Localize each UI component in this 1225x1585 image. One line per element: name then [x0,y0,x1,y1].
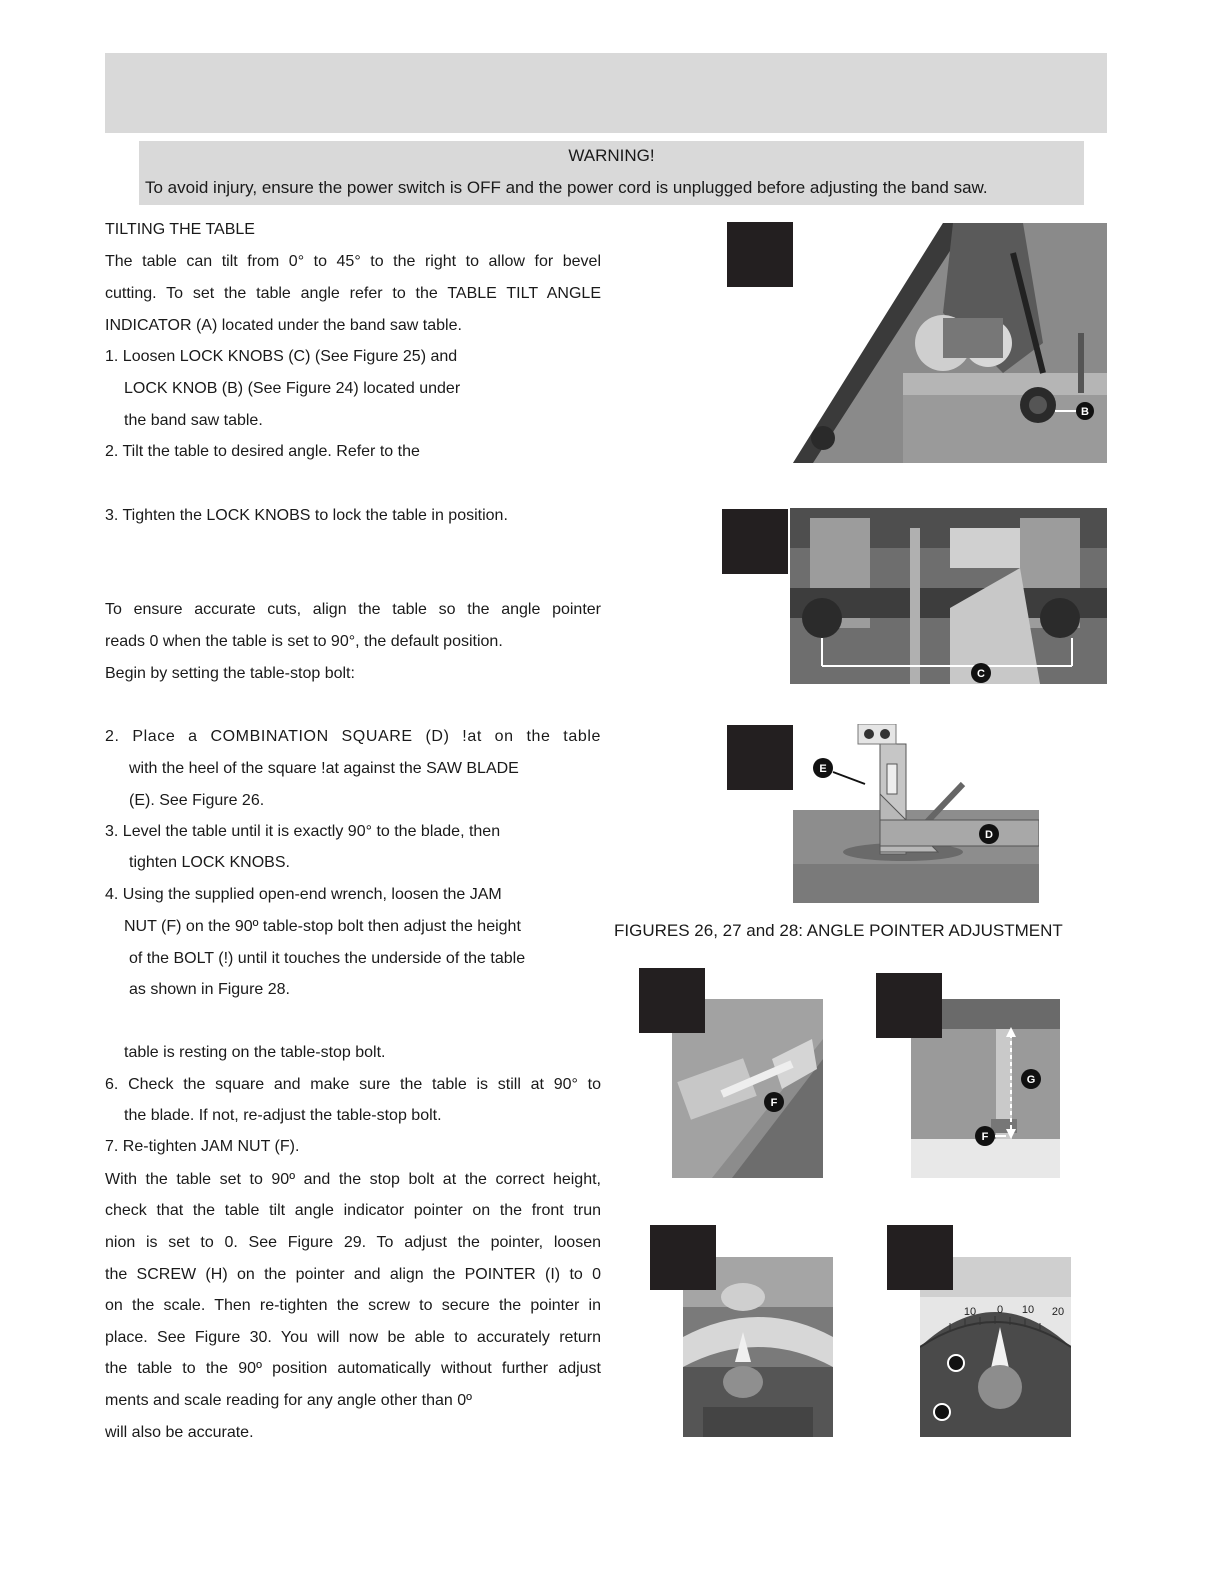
warning-text: To avoid injury, ensure the power switch is OFF and the power cord is unplugged before adjusting the band saw. [145,178,988,197]
label-c: C [977,668,985,680]
para3-line-8: ments and scale reading for any angle other than 0º [105,1392,472,1409]
para3-line-7: the table to the 90º position automatically without further adjust [105,1360,601,1377]
para1-line-2: cutting. To set the table angle refer to the TABLE TILT ANGLE [105,285,601,302]
s6-line-1: 6. Check the square and make sure the table is still at 90° to [105,1076,601,1093]
s4-line-1: 4. Using the supplied open-end wrench, loosen the JAM [105,886,502,903]
s4-line-2: NUT (F) on the 90º table-stop bolt then adjust the height [124,918,521,935]
s2-line-2: with the heel of the square !at against the SAW BLADE [129,760,519,777]
para2-line-2: reads 0 when the table is set to 90°, the default position. [105,633,503,650]
s3-line-1: 3. Level the table until it is exactly 90° to the blade, then [105,823,501,840]
para3-line-4: the SCREW (H) on the pointer and align the POINTER (I) to 0 [105,1266,601,1283]
para3-line-2: check that the table tilt angle indicator pointer on the front trun [105,1202,601,1219]
figure-number-block [639,968,705,1033]
warning-title: WARNING! [568,146,655,165]
warning-box [139,141,1084,205]
para3-line-6: place. See Figure 30. You will now be able to accurately return [105,1329,601,1346]
figure-table-underside [793,223,1107,463]
s6-line-2: the blade. If not, re-adjust the table-stop bolt. [124,1107,442,1124]
dial-tick-4: 20 [1051,1306,1065,1318]
dial-tick-1: 10 [963,1306,977,1318]
figure-number-block [727,222,793,287]
figures-caption: FIGURES 26, 27 and 28: ANGLE POINTER ADJUSTMENT [614,921,1063,940]
figure-number-block [727,725,793,790]
figure-combination-square [793,724,1039,903]
figure-number-block [722,509,788,574]
step1-line-1: 1. Loosen LOCK KNOBS (C) (See Figure 25) and [105,348,458,365]
s2-line-3: (E). See Figure 26. [129,792,265,809]
label-f-2: F [981,1131,989,1143]
para2-line-1: To ensure accurate cuts, align the table so the angle pointer [105,601,601,618]
figure-number-block [887,1225,953,1290]
label-g: G [1026,1074,1036,1086]
header-bar [105,53,1107,133]
s2-line-1: 2. Place a COMBINATION SQUARE (D) !at on the table [105,728,601,745]
s4-line-4: as shown in Figure 28. [129,981,290,998]
figure-number-block [650,1225,716,1290]
para3-line-1: With the table set to 90º and the stop bolt at the correct height, [105,1171,601,1188]
para2-line-3: Begin by setting the table-stop bolt: [105,665,355,682]
figure-lock-knobs [790,508,1107,684]
s3-line-2: tighten LOCK KNOBS. [129,854,290,871]
para3-line-9: will also be accurate. [105,1424,254,1441]
s4-line-3: of the BOLT (!) until it touches the underside of the table [129,950,526,967]
section-heading: TILTING THE TABLE [105,221,255,238]
step2: 2. Tilt the table to desired angle. Refer to the [105,443,420,460]
para3-line-3: nion is set to 0. See Figure 29. To adjust the pointer, loosen [105,1234,601,1251]
dial-tick-3: 10 [1021,1304,1035,1316]
step3: 3. Tighten the LOCK KNOBS to lock the table in position. [105,507,508,524]
s5-tail: table is resting on the table-stop bolt. [124,1044,386,1061]
para1-line-1: The table can tilt from 0° to 45° to the right to allow for bevel [105,253,601,270]
s7: 7. Re-tighten JAM NUT (F). [105,1138,300,1155]
para1-line-3: INDICATOR (A) located under the band saw table. [105,317,462,334]
figure-number-block [876,973,942,1038]
para3-line-5: on the scale. Then re-tighten the screw to secure the pointer in [105,1297,601,1314]
dial-tick-2: 0 [996,1304,1004,1316]
step1-line-2: LOCK KNOB (B) (See Figure 24) located under [124,380,461,397]
step1-line-3: the band saw table. [124,412,263,429]
label-e: E [819,763,827,775]
label-b: B [1081,406,1089,418]
label-f: F [770,1097,778,1109]
label-d: D [985,829,993,841]
